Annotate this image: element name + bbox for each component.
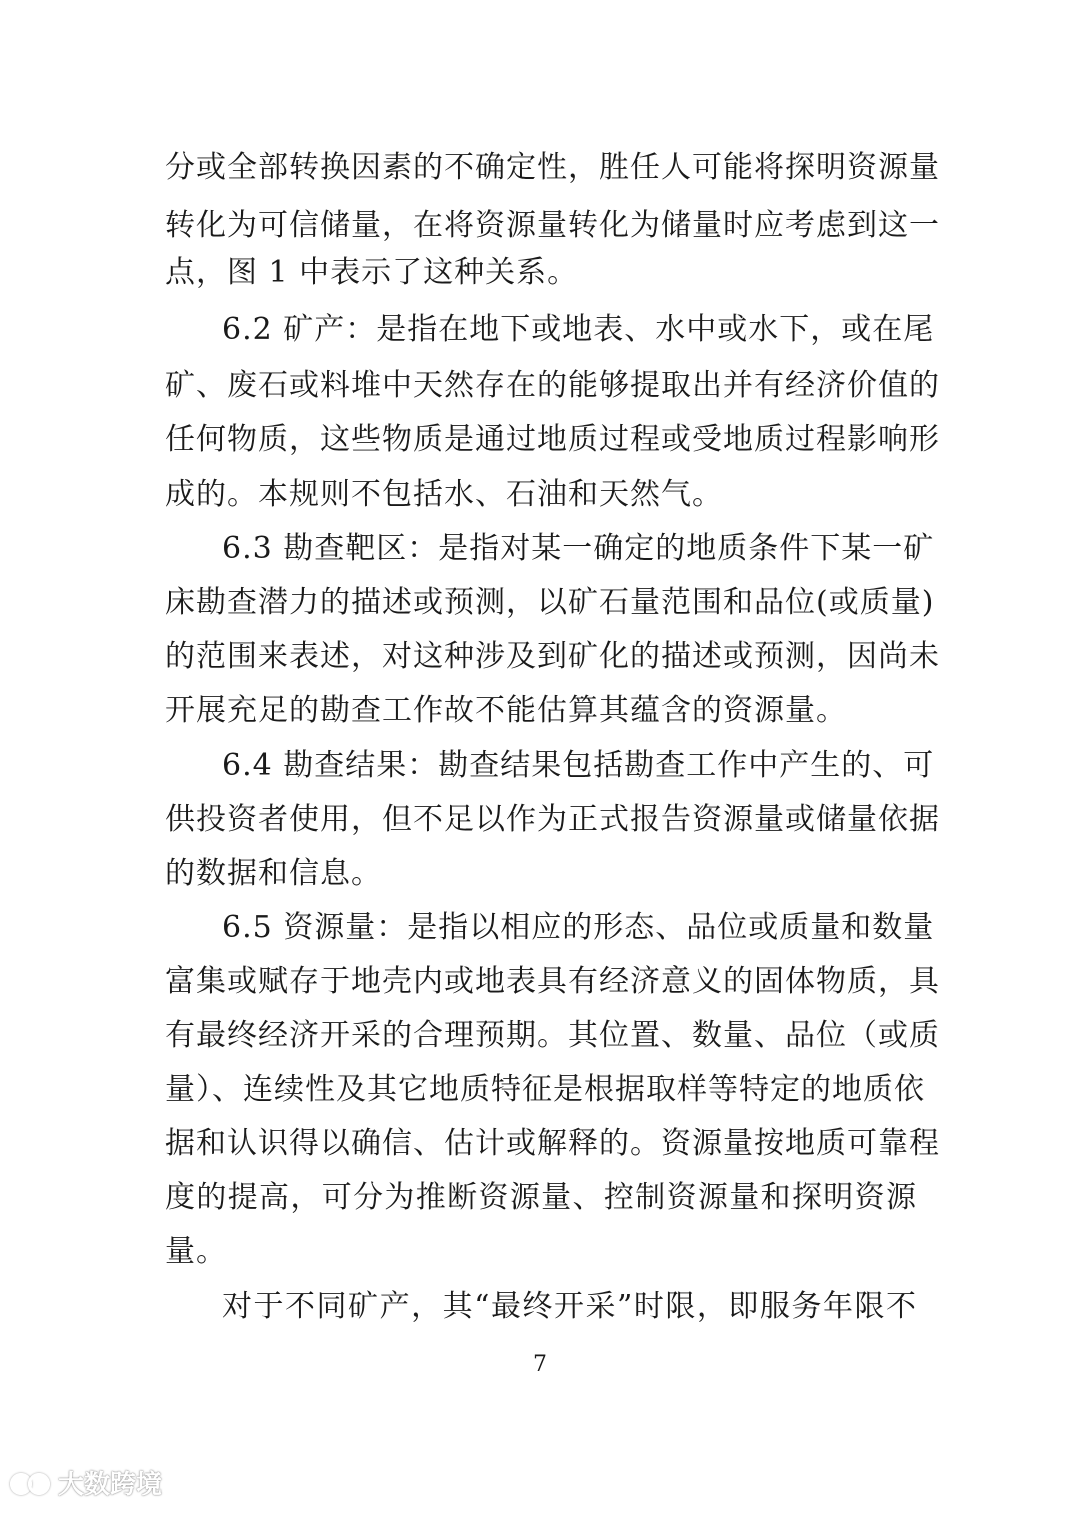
watermark — [8, 1462, 162, 1502]
text-line-18: 量）、连续性及其它地质特征是根据取样等特定的地质依 — [165, 1072, 925, 1107]
text-line-4: 6.2 矿产：是指在地下或地表、水中或水下，或在尾 — [222, 312, 935, 347]
text-line-9: 床勘查潜力的描述或预测，以矿石量范围和品位(或质量) — [165, 585, 935, 620]
text-line-14: 的数据和信息。 — [165, 856, 382, 891]
text-line-6: 任何物质，这些物质是通过地质过程或受地质过程影响形 — [165, 422, 940, 457]
text-line-5: 矿、废石或料堆中天然存在的能够提取出并有经济价值的 — [165, 368, 940, 403]
text-line-22: 对于不同矿产，其“最终开采”时限，即服务年限不 — [222, 1289, 917, 1324]
text-line-2: 转化为可信储量，在将资源量转化为储量时应考虑到这一 — [165, 208, 940, 243]
text-line-15: 6.5 资源量：是指以相应的形态、品位或质量和数量 — [222, 910, 935, 945]
text-line-8: 6.3 勘查靶区：是指对某一确定的地质条件下某一矿 — [222, 531, 935, 566]
text-line-19: 据和认识得以确信、估计或解释的。资源量按地质可靠程 — [165, 1126, 940, 1161]
text-line-11: 开展充足的勘查工作故不能估算其蕴含的资源量。 — [165, 693, 847, 728]
text-line-10: 的范围来表述，对这种涉及到矿化的描述或预测，因尚未 — [165, 639, 940, 674]
page-number: 7 — [533, 1352, 547, 1377]
text-line-20: 度的提高，可分为推断资源量、控制资源量和探明资源 — [165, 1180, 917, 1215]
watermark-logo-icon — [8, 1467, 52, 1497]
text-line-12: 6.4 勘查结果：勘查结果包括勘查工作中产生的、可 — [222, 748, 935, 783]
watermark-text: 大数跨境 — [58, 1469, 163, 1500]
text-line-7: 成的。本规则不包括水、石油和天然气。 — [165, 477, 723, 512]
text-line-1: 分或全部转换因素的不确定性，胜任人可能将探明资源量 — [165, 150, 940, 185]
text-line-3: 点，图 1 中表示了这种关系。 — [165, 255, 579, 290]
text-line-16: 富集或赋存于地壳内或地表具有经济意义的固体物质，具 — [165, 964, 940, 999]
text-line-17: 有最终经济开采的合理预期。其位置、数量、品位（或质 — [165, 1018, 940, 1053]
text-line-21: 量。 — [165, 1234, 227, 1269]
text-line-13: 供投资者使用，但不足以作为正式报告资源量或储量依据 — [165, 802, 940, 837]
